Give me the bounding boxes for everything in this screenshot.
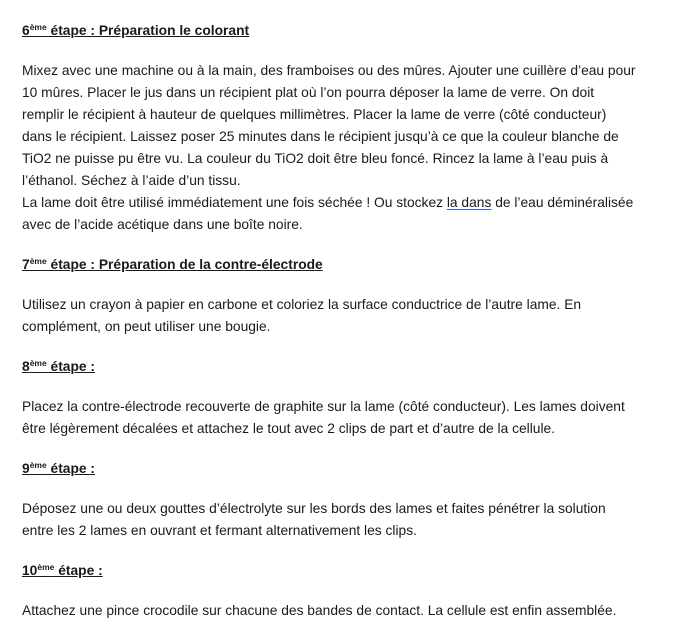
section-paragraph-step-10 (22, 600, 684, 622)
section-heading-step-10: 10ème étape : (22, 562, 103, 578)
paragraph-line: Déposez une ou deux gouttes d’électrolyte sur les bords des lames et faites pénétrer la solution (22, 501, 606, 516)
section-heading-step-8: 8ème étape : (22, 358, 96, 374)
paragraph-line: La lame doit être utilisé immédiatement une fois séchée ! Ou stockez la dans de l’eau déminéralisée (22, 195, 634, 210)
paragraph-line: Mixez avec une machine ou à la main, des framboises ou des mûres. Ajouter une cuillère d’eau pour (22, 63, 636, 78)
paragraph-line: avec de l’acide acétique dans une boîte noire. (22, 217, 303, 232)
section-paragraph-step-9 (22, 498, 684, 542)
paragraph-line: entre les 2 lames en ouvrant et fermant alternativement les clips. (22, 523, 417, 538)
section-heading-step-9: 9ème étape : (22, 460, 96, 476)
document-body (22, 20, 684, 640)
paragraph-line: complément, on peut utiliser une bougie. (22, 319, 271, 334)
section-paragraph-step-8 (22, 396, 684, 440)
paragraph-line: remplir le récipient à hauteur de quelques millimètres. Placer la lame de verre (côté conducteur) (22, 107, 607, 122)
paragraph-line: dans le récipient. Laissez poser 25 minutes dans le récipient jusqu’à ce que la couleur blanche de (22, 129, 619, 144)
paragraph-line: Placez la contre-électrode recouverte de graphite sur la lame (côté conducteur). Les lames doivent (22, 399, 625, 414)
paragraph-line: l’éthanol. Séchez à l’aide d’un tissu. (22, 173, 241, 188)
paragraph-line: Utilisez un crayon à papier en carbone et coloriez la surface conductrice de l’autre lame. En (22, 297, 582, 312)
section-heading-step-7: 7ème étape : Préparation de la contre-électrode (22, 256, 323, 272)
section-heading-step-6: 6ème étape : Préparation le colorant (22, 22, 250, 38)
paragraph-line: Attachez une pince crocodile sur chacune des bandes de contact. La cellule est enfin assemblée. (22, 603, 617, 618)
paragraph-line: 10 mûres. Placer le jus dans un récipient plat où l’on pourra déposer la lame de verre. On doit (22, 85, 595, 100)
spellcheck-underlined-text[interactable]: la dans (446, 195, 492, 210)
section-paragraph-step-7 (22, 294, 684, 338)
section-paragraph-step-6 (22, 60, 684, 236)
paragraph-line: TiO2 ne puisse pu être vu. La couleur du TiO2 doit être bleu foncé. Rincez la lame à l’eau puis à (22, 151, 609, 166)
paragraph-line: être légèrement décalées et attachez le tout avec 2 clips de part et d’autre de la cellule. (22, 421, 556, 436)
